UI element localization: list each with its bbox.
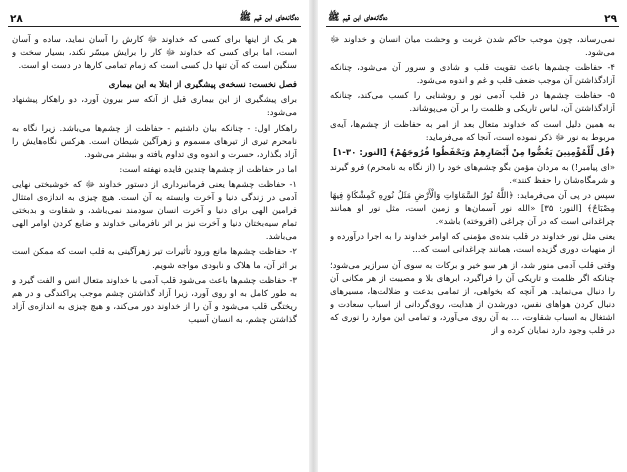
quran-verse: ﴿قُل لِّلْمُؤْمِنِينَ يَغُضُّوا مِنْ أَبْصَارِهِمْ وَيَحْفَظُوا فُرُوجَهُمْ﴾ [النور: ۳۰-۱] <box>333 147 615 158</box>
list-item: ۴- حفاظت چشم‌ها باعث تقویت قلب و شادی و سرور آن می‌شود، چنانکه آزادگذاشتن آن موجب ضعف قلب و غم و اندوه می‌شود. <box>330 63 615 87</box>
paragraph: برای پیشگیری از این بیماری قبل از آنکه سر بیرون آورد، دو راهکار پیشنهاد می‌شود: <box>12 95 297 119</box>
running-title: ده‌گانه‌های ابن قیم ﷺ <box>239 12 299 23</box>
left-page <box>0 0 309 472</box>
paragraph: وقتی قلب آدمی منور شد، از هر سو خیر و برکات به سوی آن سرازیر می‌شود؛ چنانکه اگر ظلمت و تاریکی آن را فراگیرد، ابرهای بلا و مصیبت از هر مکانی آن را دنبال می‌نماید. هر آنچه که بخواهی، از تمامی بدعت و ضلالت‌ها، مسیرهای دنبال کردن هواهای نفس، دورشدن از هدایت، روی‌گردانی از اسباب سعادت و اشتغال به اسباب شقاوت، ... به آن روی می‌آورد، و تمامی این موارد را نوری که در قلب وجود دارد نمایان کرده و از <box>330 260 615 336</box>
page-number: ۲۹ <box>604 13 617 25</box>
header-rule <box>326 26 619 27</box>
left-page-header <box>10 9 299 25</box>
paragraph: هر یک از اینها برای کسی که خداوند ﷻ کارش را آسان نماید، ساده و آسان است، اما برای کسی که خداوند ﷻ کار را برایش میسّر نکند، بسیار سخت و سنگین است که آن تنها دل کسی است که زمام تمامی کارها در دست او است. <box>12 35 297 72</box>
paragraph: به همین دلیل است که خداوند متعال بعد از امر به حفاظت از چشم‌ها، آیه‌ی مربوط به نور ﷻ ذکر نموده است، آنجا که می‌فرماید: <box>330 119 615 143</box>
paragraph: راهکار اول: - چنانکه بیان داشتیم - حفاظت از چشم‌ها می‌باشد. زیرا نگاه به نامحرم تیری از تیرهای مسموم و زهرآگین شیطان است. هرکس نگاه‌هایش را آزاد بگذارد، حسرت و اندوه وی تداوم یافته و بیشتر می‌شود. <box>12 123 297 160</box>
header-rule <box>8 26 301 27</box>
right-page-header <box>328 9 617 25</box>
right-page <box>318 0 627 472</box>
list-item: ۵- حفاظت چشم‌ها در قلب آدمی نور و روشنایی را کسب می‌کند، چنانکه آزادگذاشتن آن، لباس تاریکی و ظلمت را بر آن می‌پوشاند. <box>330 91 615 115</box>
paragraph: یعنی مثل نور خداوند در قلب بنده‌ی مؤمنی که اوامر خداوند را به اجرا درآورده و از منهیات دوری گزیده است، همانند چراغدانی است که... <box>330 232 615 256</box>
list-item: ۲- حفاظت چشم‌ها مانع ورود تأثیرات تیر زهرآگینی به قلب است که ممکن است بر اثر آن، ما هلاک و نابودی مواجه شویم. <box>12 247 297 271</box>
list-item: ۱- حفاظت چشم‌ها یعنی فرمانبرداری از دستور خداوند ﷻ که خوشبختی نهایی آدمی در زندگی دنیا و آخرت وابسته به آن است. هیچ چیزی به اندازه‌ی امتثال فرامین الهی برای دنیا و آخرت انسان سودمند نمی‌باشد، و شقاوت و بدبختی تمام سیه‌بختان دنیا و آخرت نیز بر اثر نافرمانی خداوند و ضایع کردن اوامر الهی می‌باشد. <box>12 179 297 243</box>
book-gutter <box>309 0 318 472</box>
paragraph: اما در حفاظت از چشم‌ها چندین فایده نهفته است: <box>119 164 297 175</box>
running-title: ده‌گانه‌های ابن قیم ﷺ <box>328 12 388 23</box>
page-number: ۲۸ <box>10 13 23 25</box>
paragraph: سپس در پی آن می‌فرماید: ﴿اللَّهُ نُورُ السَّمَاوَاتِ وَالْأَرْضِ مَثَلُ نُورِهِ كَمِشْكَاةٍ فِيهَا مِصْبَاحٌ﴾ [النور: ۳۵] «الله نور آسمان‌ها و زمین است، مثل نور او همانند چراغدانی است که در آن چراغی (افروخته) باشد». <box>330 191 615 228</box>
verse-translation: «ای پیامبر!) به مردان مؤمن بگو چشم‌های خود را (از نگاه به نامحرم) فرو گیرند و شرمگاه‌شان را حفظ کنند». <box>330 162 615 186</box>
paragraph: نمی‌رساند، چون موجب حاکم شدن غربت و وحشت میان انسان و خداوند ﷻ می‌شود. <box>330 35 615 59</box>
section-heading: فصل نخست: نسخه‌ی پیشگیری از ابتلا به این بیماری <box>108 80 297 91</box>
list-item: ۳- حفاظت چشم‌ها باعث می‌شود قلب آدمی با خداوند متعال انس و الفت گیرد و به طور کامل به او روی آورد، زیرا آزاد گذاشتن چشم موجب پراکندگی و در هم ریختگی قلب می‌شود و آن را از خداوند دور می‌کند، و هیچ چیزی به اندازه‌ی آزاد گذاشتن چشم، به انسان آسیب <box>12 275 297 325</box>
left-page-body <box>12 34 297 468</box>
right-page-body <box>330 34 615 468</box>
